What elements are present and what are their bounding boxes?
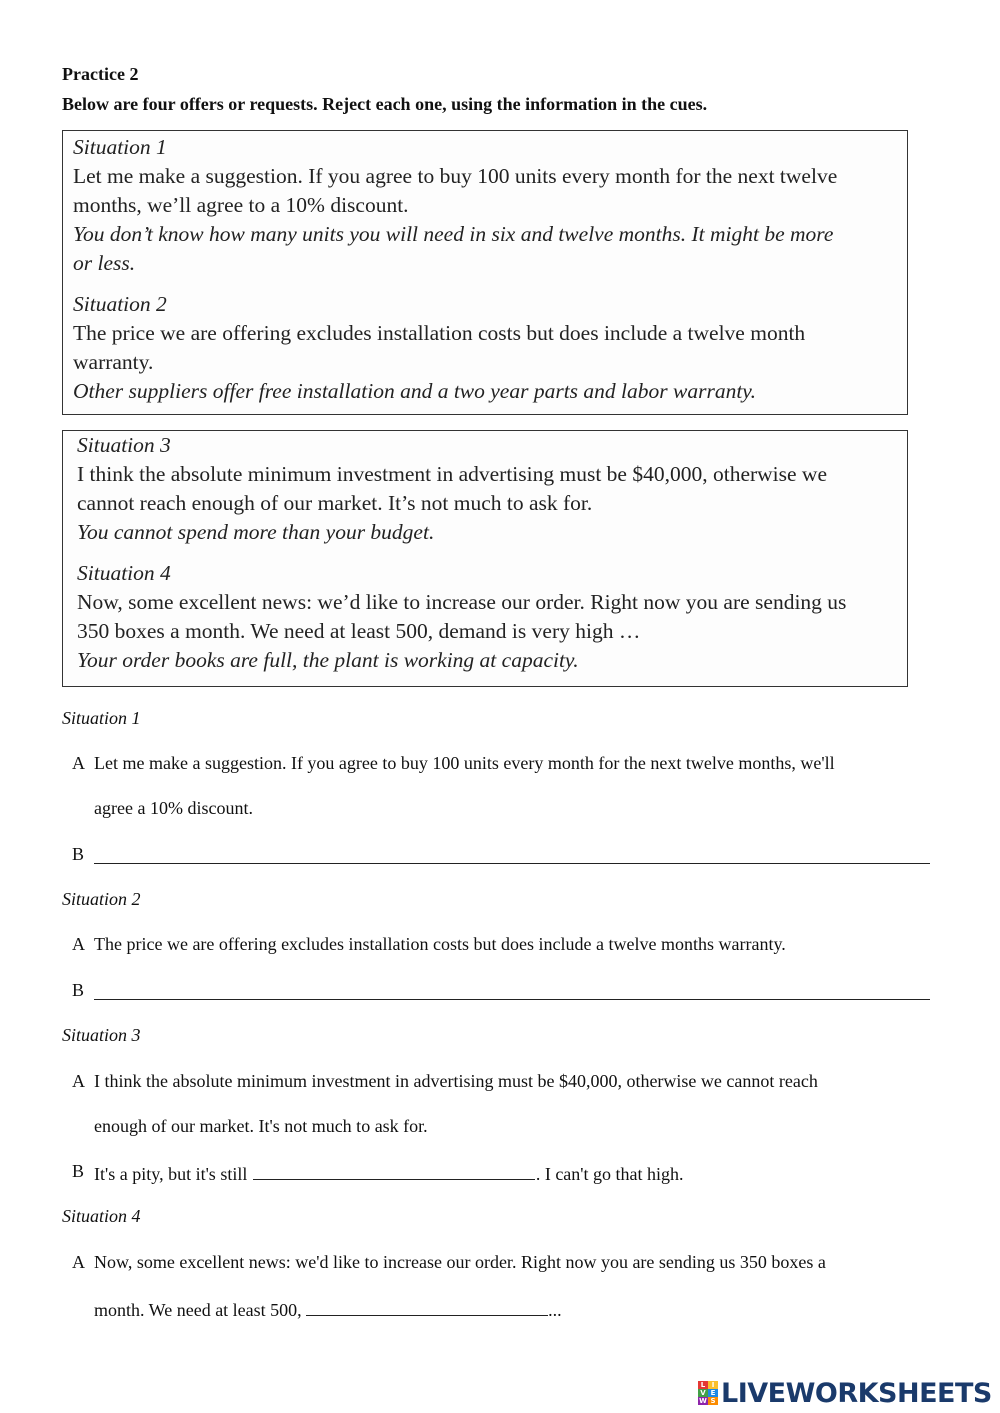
speaker-b-letter: B [72,844,85,864]
box-situation-3-title: Situation 3 [77,433,171,457]
speaker-a-letter: A [72,1071,85,1091]
situation-3-answer-blank[interactable] [253,1161,535,1180]
box-situation-2-cue: Other suppliers offer free installation and a two year parts and labor warranty. [73,379,757,403]
situation-4-a-text: Now, some excellent news: we'd like to increase our order. Right now you are sending us 350 boxes a [94,1252,826,1272]
box-situation-4-line: Now, some excellent news: we’d like to increase our order. Right now you are sending us [77,590,847,614]
box-situation-4-line: 350 boxes a month. We need at least 500, demand is very high … [77,619,641,643]
liveworksheets-logo [698,1378,992,1408]
speaker-b-letter: B [72,1161,85,1181]
situation-3-b-text-after: . I can't go that high. [535,1164,684,1184]
box-situation-1-line: months, we’ll agree to a 10% discount. [73,193,409,217]
situation-1-a-continued: agree a 10% discount. [94,798,253,818]
speaker-a-letter: A [72,1252,85,1272]
situation-4-a-text-after: ... [548,1300,562,1320]
box-situation-4-title: Situation 4 [77,561,171,585]
situation-4-label: Situation 4 [62,1206,141,1226]
box-situation-3-line: I think the absolute minimum investment in advertising must be $40,000, otherwise we [77,462,828,486]
box-situation-3-line: cannot reach enough of our market. It’s not much to ask for. [77,491,593,515]
situation-box-3-4 [62,430,908,687]
box-situation-2-line: The price we are offering excludes installation costs but does include a twelve month [73,321,806,345]
logo-mark-cell: I [708,1381,718,1389]
instruction-text: Below are four offers or requests. Reject each one, using the information in the cues. [62,94,708,114]
situation-2-label: Situation 2 [62,889,141,909]
situation-box-1-2 [62,130,908,415]
situation-4-a-text-before: month. We need at least 500, [94,1300,302,1320]
logo-mark-icon [698,1381,718,1405]
situation-2-answer-blank[interactable] [94,981,930,1000]
speaker-a-letter: A [72,934,85,954]
box-situation-1-cue: or less. [73,251,136,275]
situation-1-answer-blank[interactable] [94,845,930,864]
situation-3-a-text: I think the absolute minimum investment in advertising must be $40,000, otherwise we cannot reach [94,1071,818,1091]
logo-text: LIVEWORKSHEETS [721,1377,992,1409]
situation-4-answer-blank[interactable] [306,1297,548,1316]
logo-mark-cell: V [698,1389,708,1397]
logo-mark-cell: S [708,1397,718,1405]
box-situation-4-cue: Your order books are full, the plant is working at capacity. [77,648,579,672]
situation-2-a-text: The price we are offering excludes installation costs but does include a twelve months warranty. [94,934,786,954]
situation-3-a-continued: enough of our market. It's not much to ask for. [94,1116,428,1136]
box-situation-1-line: Let me make a suggestion. If you agree to buy 100 units every month for the next twelve [73,164,838,188]
box-situation-3-cue: You cannot spend more than your budget. [77,520,435,544]
situation-1-label: Situation 1 [62,708,141,728]
box-situation-2-line: warranty. [73,350,154,374]
speaker-a-letter: A [72,753,85,773]
situation-3-label: Situation 3 [62,1025,141,1045]
logo-mark-cell: L [698,1381,708,1389]
box-situation-1-title: Situation 1 [73,135,167,159]
box-situation-1-cue: You don’t know how many units you will need in six and twelve months. It might be more [73,222,834,246]
situation-1-a-text: Let me make a suggestion. If you agree to buy 100 units every month for the next twelve months, we'll [94,753,835,773]
practice-title: Practice 2 [62,64,139,84]
logo-mark-cell: E [708,1389,718,1397]
logo-mark-cell: W [699,1397,707,1405]
speaker-b-letter: B [72,980,85,1000]
situation-3-b-text-before: It's a pity, but it's still [94,1164,248,1184]
box-situation-2-title: Situation 2 [73,292,167,316]
